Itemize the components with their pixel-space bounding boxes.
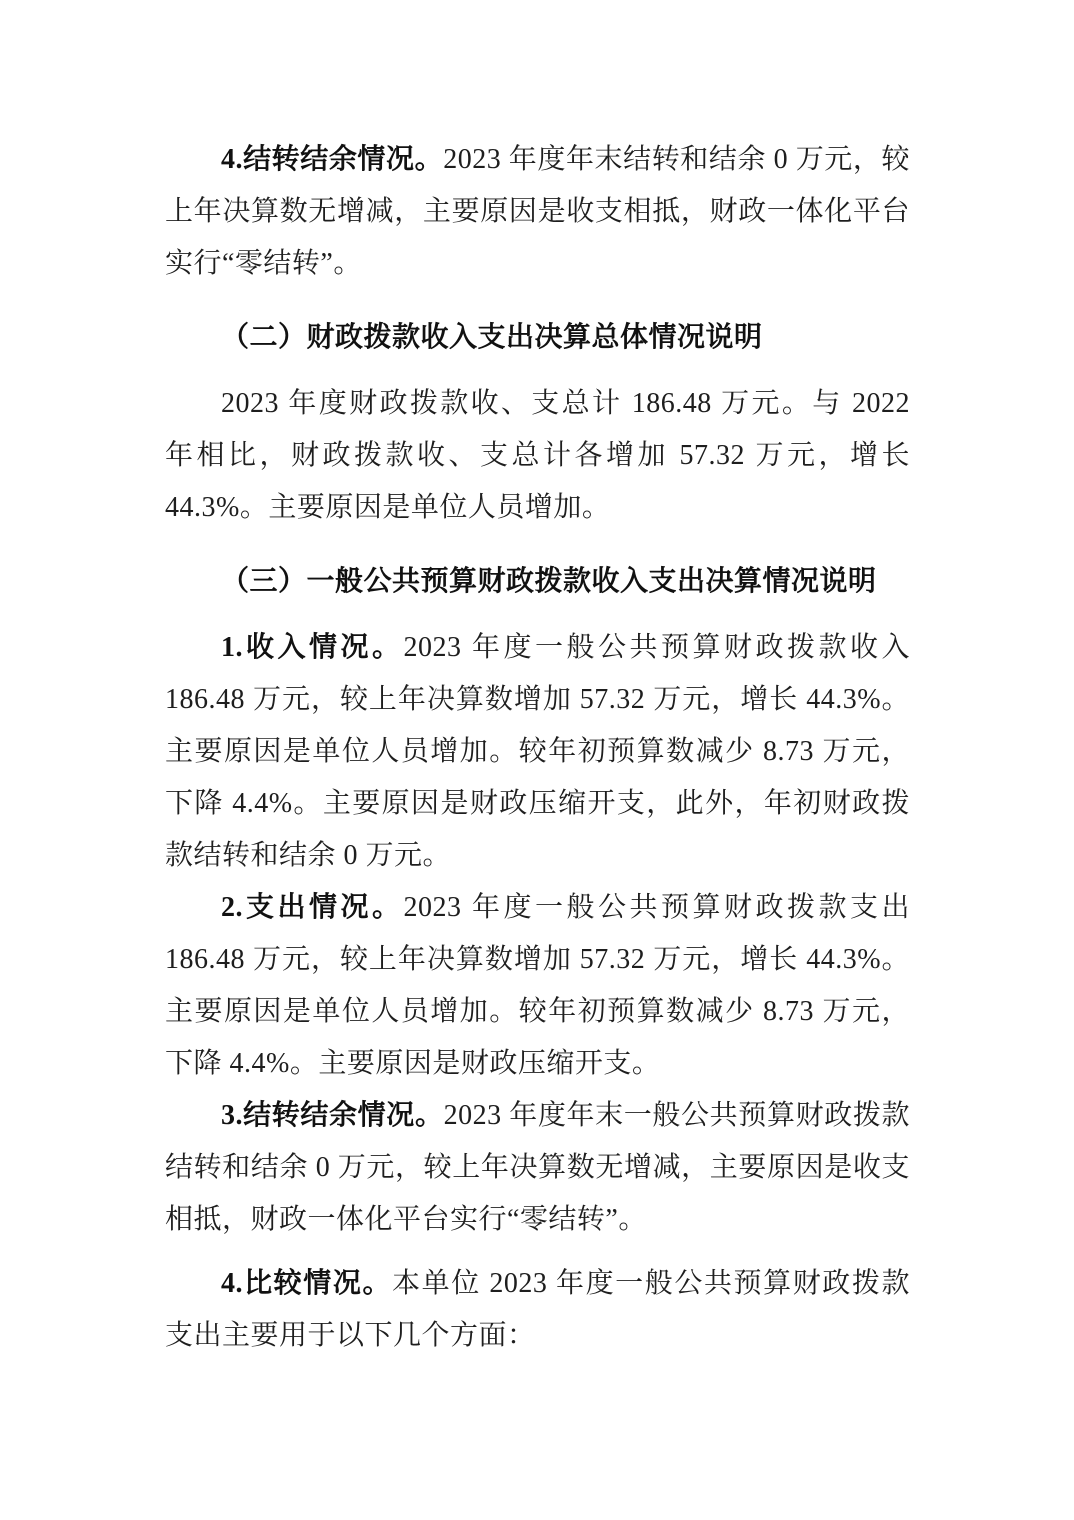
paragraph-expenditure-situation (165, 882, 910, 1090)
paragraph-lead: 3.结转结余情况。 (221, 1100, 444, 1131)
paragraph-carryover-balance (165, 134, 910, 290)
section-heading-general-public-budget: （三）一般公共预算财政拨款收入支出决算情况说明 (221, 566, 877, 597)
paragraph-lead: 2.支出情况。 (221, 892, 404, 923)
paragraph-text: 本单位 2023 年度一般公共预算财政拨款支出主要用于以下几个方面： (165, 1268, 910, 1351)
paragraph-lead: 1.收入情况。 (221, 632, 404, 663)
paragraph-text: 2023 年度财政拨款收、支总计 186.48 万元。与 2022 年相比，财政拨款收、支总计各增加 57.32 万元，增长 44.3%。主要原因是单位人员增加。 (165, 388, 910, 523)
paragraph-text: 2023 年度年末结转和结余 0 万元，较上年决算数无增减，主要原因是收支相抵，财政一体化平台实行“零结转”。 (165, 144, 910, 279)
paragraph-fiscal-appropriation-totals (165, 378, 910, 534)
paragraph-carryover-situation (165, 1090, 910, 1246)
paragraph-text: 2023 年度一般公共预算财政拨款收入 186.48 万元，较上年决算数增加 57.32 万元，增长 44.3%。主要原因是单位人员增加。较年初预算数减少 8.73 万元，下降 4.4%。主要原因是财政压缩开支，此外，年初财政拨款结转和结余 0 万元。 (165, 632, 910, 871)
paragraph-text: 2023 年度年末一般公共预算财政拨款结转和结余 0 万元，较上年决算数无增减，主要原因是收支相抵，财政一体化平台实行“零结转”。 (165, 1100, 910, 1235)
paragraph-text: 2023 年度一般公共预算财政拨款支出 186.48 万元，较上年决算数增加 57.32 万元，增长 44.3%。主要原因是单位人员增加。较年初预算数减少 8.73 万元，下降 4.4%。主要原因是财政压缩开支。 (165, 892, 910, 1079)
paragraph-comparison-situation (165, 1258, 910, 1362)
section-heading-fiscal-appropriation-overview: （二）财政拨款收入支出决算总体情况说明 (221, 322, 763, 353)
paragraph-lead: 4.结转结余情况。 (221, 144, 444, 175)
paragraph-income-situation (165, 622, 910, 882)
paragraph-lead: 4.比较情况。 (221, 1268, 393, 1299)
